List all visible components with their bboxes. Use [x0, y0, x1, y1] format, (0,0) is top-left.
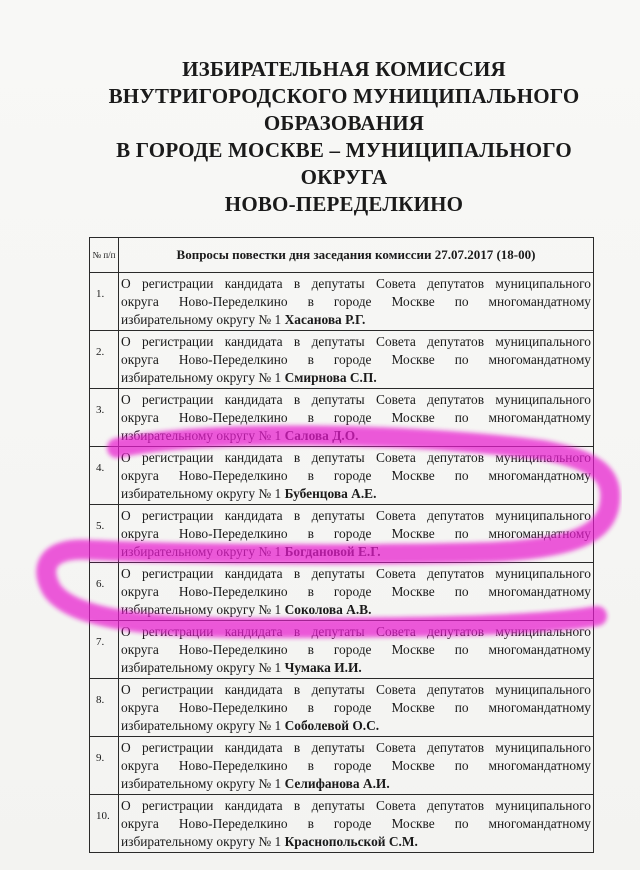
title-line: В ГОРОДЕ МОСКВЕ – МУНИЦИПАЛЬНОГО [116, 138, 572, 162]
document-title [40, 56, 640, 218]
district-label: избирательному округу № 1 [121, 834, 282, 849]
agenda-item-text [119, 447, 593, 503]
agenda-item-line [121, 543, 591, 561]
agenda-item-line [121, 601, 591, 619]
agenda-row [90, 331, 594, 389]
district-label: избирательному округу № 1 [121, 370, 282, 385]
agenda-row [90, 563, 594, 621]
agenda-row [90, 447, 594, 505]
agenda-item-text [119, 563, 593, 619]
agenda-item-line: О регистрации кандидата в депутаты Совета депутатов муниципального [121, 334, 591, 349]
agenda-item-text [119, 679, 593, 735]
candidate-name: Селифанова А.И. [284, 776, 390, 791]
agenda-row [90, 273, 594, 331]
agenda-item-line: О регистрации кандидата в депутаты Совета депутатов муниципального [121, 450, 591, 465]
agenda-item-number: 4. [90, 447, 119, 505]
district-label: избирательному округу № 1 [121, 776, 282, 791]
agenda-item-line: О регистрации кандидата в депутаты Совета депутатов муниципального [121, 682, 591, 697]
agenda-item-cell [119, 737, 594, 795]
agenda-item-cell [119, 795, 594, 853]
agenda-item-line: О регистрации кандидата в депутаты Совета депутатов муниципального [121, 624, 591, 639]
agenda-item-number: 1. [90, 273, 119, 331]
candidate-name: Соболевой О.С. [284, 718, 380, 733]
agenda-item-line: О регистрации кандидата в депутаты Совета депутатов муниципального [121, 276, 591, 291]
agenda-item-text [119, 795, 593, 851]
agenda-row [90, 679, 594, 737]
agenda-item-line: округа Ново-Переделкино в городе Москве по многомандатному [121, 816, 591, 831]
title-line: ОБРАЗОВАНИЯ [263, 111, 425, 135]
agenda-item-cell [119, 505, 594, 563]
agenda-item-number: 8. [90, 679, 119, 737]
district-label: избирательному округу № 1 [121, 660, 282, 675]
agenda-item-line [121, 485, 591, 503]
agenda-item-line [121, 427, 591, 445]
candidate-name: Хасанова Р.Г. [284, 312, 366, 327]
candidate-name: Соколова А.В. [284, 602, 372, 617]
agenda-row [90, 505, 594, 563]
agenda-item-line: О регистрации кандидата в депутаты Совета депутатов муниципального [121, 798, 591, 813]
agenda-item-text [119, 621, 593, 677]
agenda-row [90, 795, 594, 853]
agenda-item-number: 7. [90, 621, 119, 679]
agenda-item-number: 5. [90, 505, 119, 563]
agenda-item-text [119, 331, 593, 387]
agenda-item-cell [119, 331, 594, 389]
district-label: избирательному округу № 1 [121, 486, 282, 501]
title-line: НОВО-ПЕРЕДЕЛКИНО [224, 192, 464, 216]
agenda-item-line: О регистрации кандидата в депутаты Совета депутатов муниципального [121, 740, 591, 755]
agenda-item-line: округа Ново-Переделкино в городе Москве по многомандатному [121, 700, 591, 715]
agenda-item-text [119, 389, 593, 445]
agenda-item-cell [119, 621, 594, 679]
agenda-item-cell [119, 389, 594, 447]
agenda-item-line [121, 659, 591, 677]
agenda-item-text [119, 273, 593, 329]
agenda-item-line [121, 775, 591, 793]
title-line: ОКРУГА [300, 165, 388, 189]
agenda-item-text [119, 737, 593, 793]
candidate-name: Бубенцова А.Е. [284, 486, 377, 501]
agenda-item-line: О регистрации кандидата в депутаты Совета депутатов муниципального [121, 392, 591, 407]
agenda-item-line [121, 311, 591, 329]
agenda-body [90, 273, 594, 853]
agenda-item-number: 6. [90, 563, 119, 621]
title-line: ИЗБИРАТЕЛЬНАЯ КОМИССИЯ [182, 57, 506, 81]
agenda-item-line [121, 369, 591, 387]
district-label: избирательному округу № 1 [121, 602, 282, 617]
district-label: избирательному округу № 1 [121, 718, 282, 733]
agenda-item-cell [119, 679, 594, 737]
agenda-item-line: округа Ново-Переделкино в городе Москве по многомандатному [121, 468, 591, 483]
agenda-item-line: О регистрации кандидата в депутаты Совета депутатов муниципального [121, 566, 591, 581]
agenda-item-number: 2. [90, 331, 119, 389]
agenda-row [90, 389, 594, 447]
agenda-item-text [119, 505, 593, 561]
candidate-name: Чумака И.И. [284, 660, 362, 675]
column-header-number: № п/п [90, 238, 119, 273]
candidate-name: Краснопольской С.М. [284, 834, 418, 849]
candidate-name: Смирнова С.П. [284, 370, 377, 385]
agenda-item-number: 3. [90, 389, 119, 447]
agenda-item-line: О регистрации кандидата в депутаты Совета депутатов муниципального [121, 508, 591, 523]
district-label: избирательному округу № 1 [121, 428, 282, 443]
agenda-item-number: 9. [90, 737, 119, 795]
agenda-item-line: округа Ново-Переделкино в городе Москве по многомандатному [121, 410, 591, 425]
candidate-name: Богдановой Е.Г. [284, 544, 381, 559]
column-header-title: Вопросы повестки дня заседания комиссии 27.07.2017 (18-00) [119, 238, 594, 273]
agenda-item-number: 10. [90, 795, 119, 853]
agenda-item-line: округа Ново-Переделкино в городе Москве по многомандатному [121, 584, 591, 599]
district-label: избирательному округу № 1 [121, 544, 282, 559]
agenda-item-line [121, 717, 591, 735]
title-line: ВНУТРИГОРОДСКОГО МУНИЦИПАЛЬНОГО [108, 84, 580, 108]
agenda-item-line: округа Ново-Переделкино в городе Москве по многомандатному [121, 352, 591, 367]
agenda-row [90, 621, 594, 679]
agenda-item-cell [119, 447, 594, 505]
agenda-item-cell [119, 273, 594, 331]
agenda-item-line [121, 833, 591, 851]
agenda-item-line: округа Ново-Переделкино в городе Москве по многомандатному [121, 526, 591, 541]
agenda-item-line: округа Ново-Переделкино в городе Москве по многомандатному [121, 294, 591, 309]
agenda-item-cell [119, 563, 594, 621]
agenda-item-line: округа Ново-Переделкино в городе Москве по многомандатному [121, 642, 591, 657]
agenda-header-row [90, 238, 594, 273]
agenda-item-line: округа Ново-Переделкино в городе Москве по многомандатному [121, 758, 591, 773]
district-label: избирательному округу № 1 [121, 312, 282, 327]
agenda-row [90, 737, 594, 795]
agenda-table [89, 237, 594, 853]
candidate-name: Салова Д.О. [284, 428, 359, 443]
